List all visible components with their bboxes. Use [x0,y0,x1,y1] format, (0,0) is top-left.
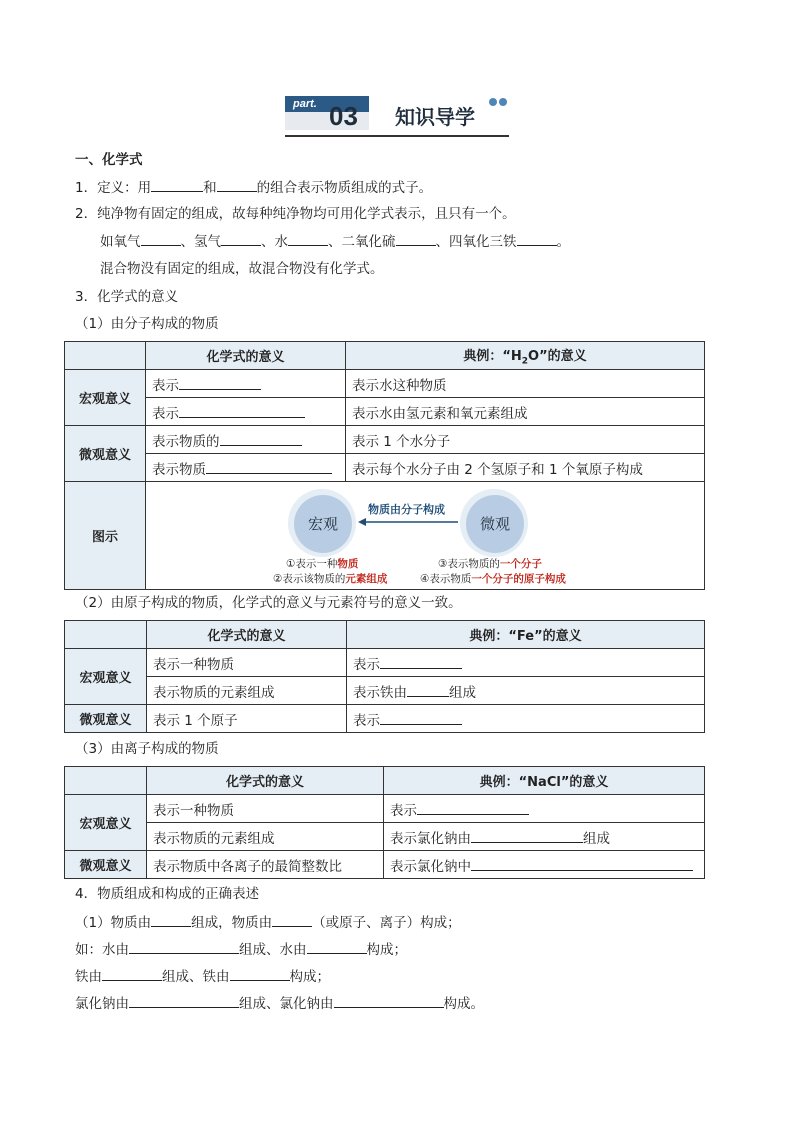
table3-cell: 表示 [384,795,705,823]
table3-header-meaning: 化学式的意义 [147,767,384,795]
statement-line: （1）物质由 组成，物质由 （或原子、离子）构成； [75,912,461,933]
table3-header-empty [65,767,147,795]
atomic-substance-heading: （2）由原子构成的物质，化学式的意义与元素符号的意义一致。 [75,595,462,611]
table3-cell: 表示物质的元素组成 [147,823,384,851]
atomic-substance-table [64,620,705,733]
figure-label: 图示 [65,482,146,590]
diagram-cell [146,482,705,590]
macro-label: 宏观意义 [65,795,147,851]
ionic-substance-table [64,766,705,879]
table2-cell: 表示物质的元素组成 [147,677,347,705]
table2-header-empty [65,621,147,649]
part-badge [285,96,369,130]
examples-line: 如氧气 、氢气 、水 、二氧化硫 、四氧化三铁 。 [100,231,570,252]
table2-cell: 表示 [347,649,705,677]
table3-header-example: 典例：“NaCl”的意义 [384,767,705,795]
section-title: 知识导学 [395,105,475,129]
table3-cell: 表示一种物质 [147,795,384,823]
ionic-substance-heading: （3）由离子构成的物质 [75,741,219,757]
table3-cell: 表示氯化钠中 [384,851,705,879]
micro-circle: 微观 [466,495,524,553]
macro-label: 宏观意义 [65,649,147,705]
diagram-label: ①表示一种物质 [286,557,359,570]
pure-substance-line: 2．纯净物有固定的组成，故每种纯净物均可用化学式表示，且只有一个。 [75,206,516,222]
decorative-dots-icon [487,96,511,110]
table1-header-empty [65,342,146,370]
iron-example-line: 铁由 组成、铁由 构成； [75,966,330,987]
table1-cell: 表示 1 个水分子 [346,426,705,454]
macro-micro-diagram [146,483,704,589]
table1-cell: 表示物质 [146,454,346,482]
micro-label: 微观意义 [65,851,147,879]
correct-statement-heading: 4．物质组成和构成的正确表述 [75,886,260,902]
table1-cell: 表示物质的 [146,426,346,454]
macro-circle: 宏观 [294,495,352,553]
arrow-label: 物质由分子构成 [368,502,445,516]
diagram-label: ③表示物质的一个分子 [438,557,542,570]
table2-cell: 表示一种物质 [147,649,347,677]
table2-cell: 表示 1 个原子 [147,705,347,733]
badge-part-label: part. [285,96,369,112]
section-header [285,96,509,138]
table1-cell: 表示每个水分子由 2 个氢原子和 1 个氧原子构成 [346,454,705,482]
table3-cell: 表示物质中各离子的最简整数比 [147,851,384,879]
micro-label: 微观意义 [65,426,146,482]
table1-cell: 表示水这种物质 [346,370,705,398]
header-underline [285,135,509,137]
formula-meaning-heading: 3．化学式的意义 [75,289,179,305]
nacl-example-line: 氯化钠由 组成、氯化钠由 构成。 [75,993,484,1014]
definition-line: 1．定义：用 和 的组合表示物质组成的式子。 [75,177,432,198]
diagram-label: ②表示该物质的元素组成 [273,572,388,585]
heading-chemical-formula: 一、化学式 [75,152,143,168]
water-example-line: 如：水由 组成、水由 构成； [75,939,407,960]
table3-cell: 表示氯化钠由 组成 [384,823,705,851]
table2-cell: 表示 [347,705,705,733]
table2-cell: 表示铁由 组成 [347,677,705,705]
diagram-label: ④表示物质一个分子的原子构成 [420,572,566,585]
micro-label: 微观意义 [65,705,147,733]
badge-number: 03 [329,101,358,131]
table1-header-example: 典例：“$H_2O$”的意义 [346,342,705,370]
left-arrow-icon [358,517,460,527]
table1-header-meaning: 化学式的意义 [146,342,346,370]
macro-label: 宏观意义 [65,370,146,426]
table2-header-meaning: 化学式的意义 [147,621,347,649]
table1-cell: 表示 [146,398,346,426]
table2-header-example: 典例：“Fe”的意义 [347,621,705,649]
mixture-line: 混合物没有固定的组成，故混合物没有化学式。 [100,261,384,277]
molecular-substance-table [64,341,705,590]
table1-cell: 表示水由氢元素和氧元素组成 [346,398,705,426]
table1-cell: 表示 [146,370,346,398]
molecular-substance-heading: （1）由分子构成的物质 [75,316,219,332]
